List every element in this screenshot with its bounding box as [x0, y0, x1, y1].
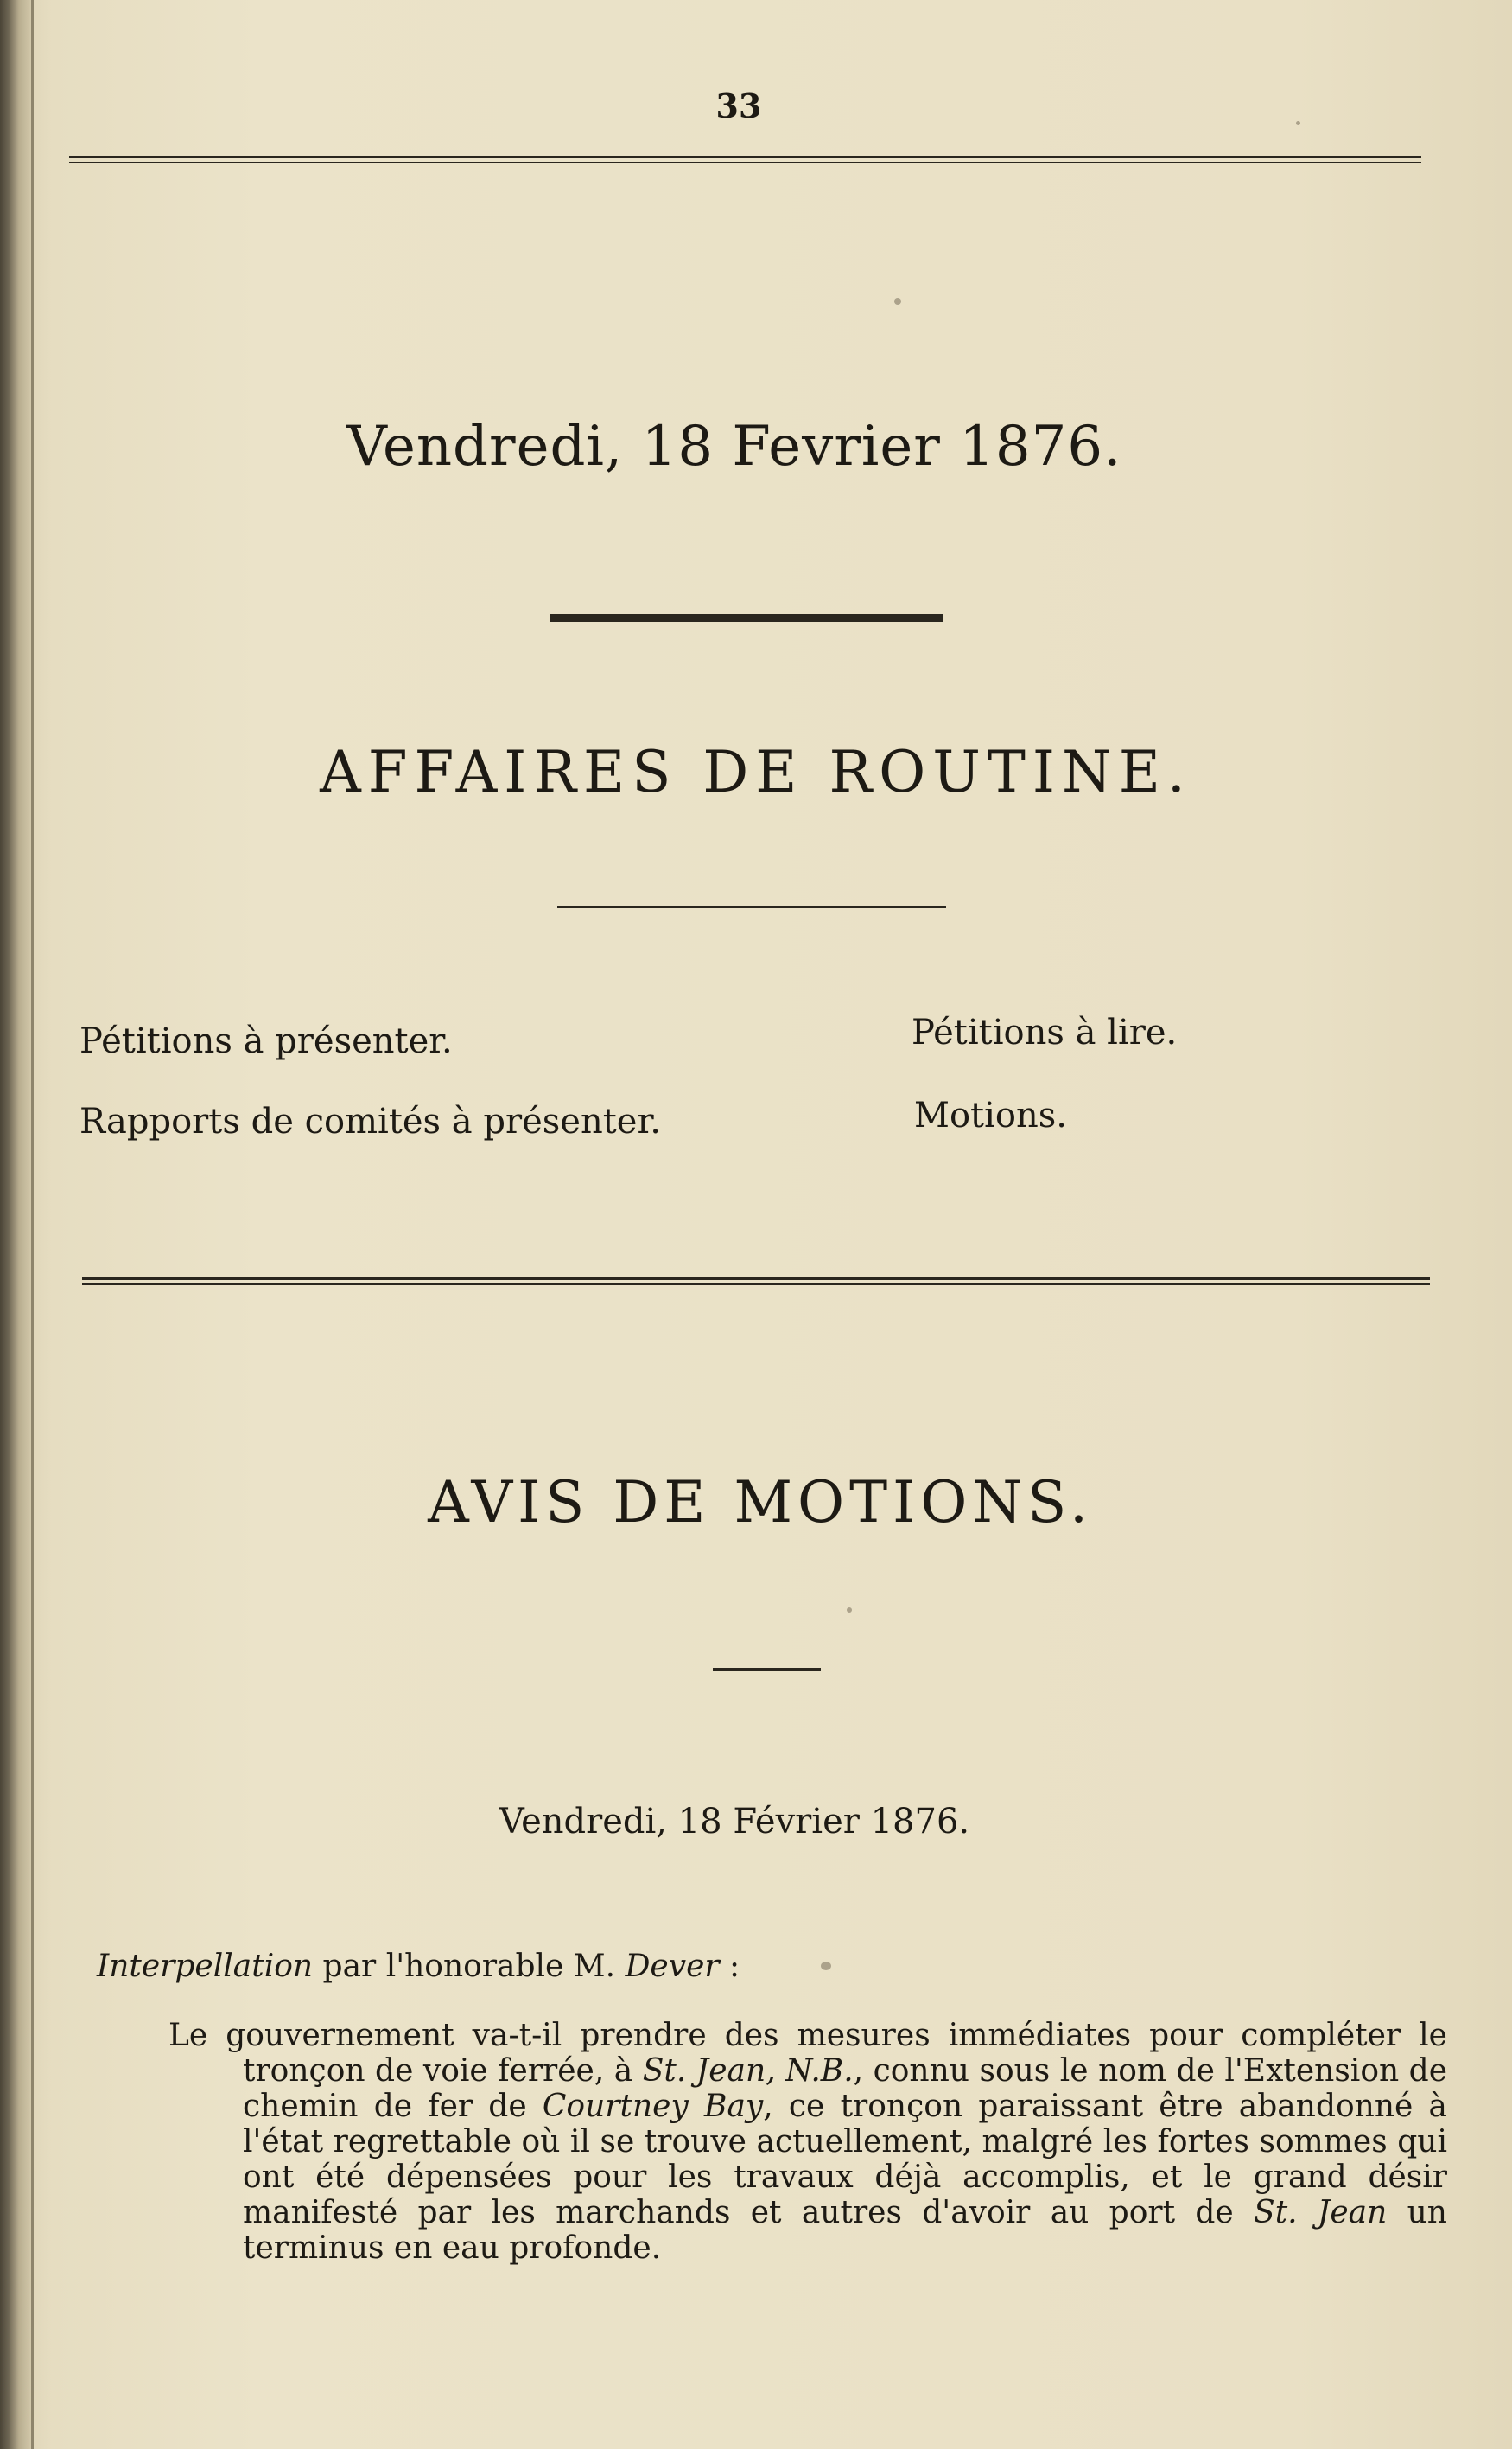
interpellation-question — [168, 2018, 1447, 2266]
thick-separator-rule — [550, 614, 943, 622]
question-place-st-jean-nb: St. Jean, N.B. — [642, 2053, 854, 2089]
routine-heading: AFFAIRES DE ROUTINE. — [320, 739, 1192, 805]
page-margin-line — [31, 0, 34, 2449]
routine-item-petitions-lire: Pétitions à lire. — [912, 1013, 1178, 1053]
question-text-3: , ce tronçon paraissant être abandonné à l'état regrettable où il se trouve actuellement, malgré les fortes sommes qui ont été dépensées pour les travaux déjà accomplis, et le grand désir manifesté par les marchands et autres d'avoir au port de — [243, 2089, 1448, 2230]
motions-date: Vendredi, 18 Février 1876. — [499, 1802, 970, 1842]
middle-double-rule — [82, 1277, 1430, 1285]
page-binding-edge — [0, 0, 31, 2449]
routine-item-motions: Motions. — [914, 1096, 1067, 1135]
paper-speck — [894, 298, 901, 305]
interpellation-by: par l'honorable M. — [322, 1949, 616, 1984]
motions-heading: AVIS DE MOTIONS. — [428, 1469, 1093, 1536]
question-text-1: Le gouvernement va-t-il prendre des mesures immédiates pour compléter le tronçon de voie ferrée, à — [168, 2018, 1447, 2089]
interpellation-colon: : — [729, 1949, 740, 1984]
page-number: 33 — [715, 86, 762, 125]
question-place-courtney-bay: Courtney Bay — [542, 2089, 764, 2124]
question-place-st-jean: St. Jean — [1254, 2195, 1388, 2230]
interpellation-label: Interpellation — [97, 1949, 314, 1984]
motions-separator-rule — [713, 1668, 821, 1671]
paper-speck — [847, 1607, 852, 1613]
question-text-2: , connu sous le nom de l'Extension de chemin de fer de — [243, 2053, 1448, 2124]
session-date-heading: Vendredi, 18 Fevrier 1876. — [346, 415, 1122, 479]
question-text-4: un terminus en eau profonde. — [243, 2195, 1447, 2266]
paper-speck — [821, 1962, 831, 1970]
top-double-rule — [69, 156, 1421, 163]
paper-speck — [1296, 121, 1300, 125]
routine-item-petitions-presenter: Pétitions à présenter. — [79, 1021, 453, 1061]
interpellation-member: Dever — [625, 1949, 720, 1984]
interpellation-line — [97, 1949, 740, 1984]
routine-item-rapports-comites: Rapports de comités à présenter. — [79, 1102, 661, 1142]
thin-separator-rule — [557, 906, 946, 908]
